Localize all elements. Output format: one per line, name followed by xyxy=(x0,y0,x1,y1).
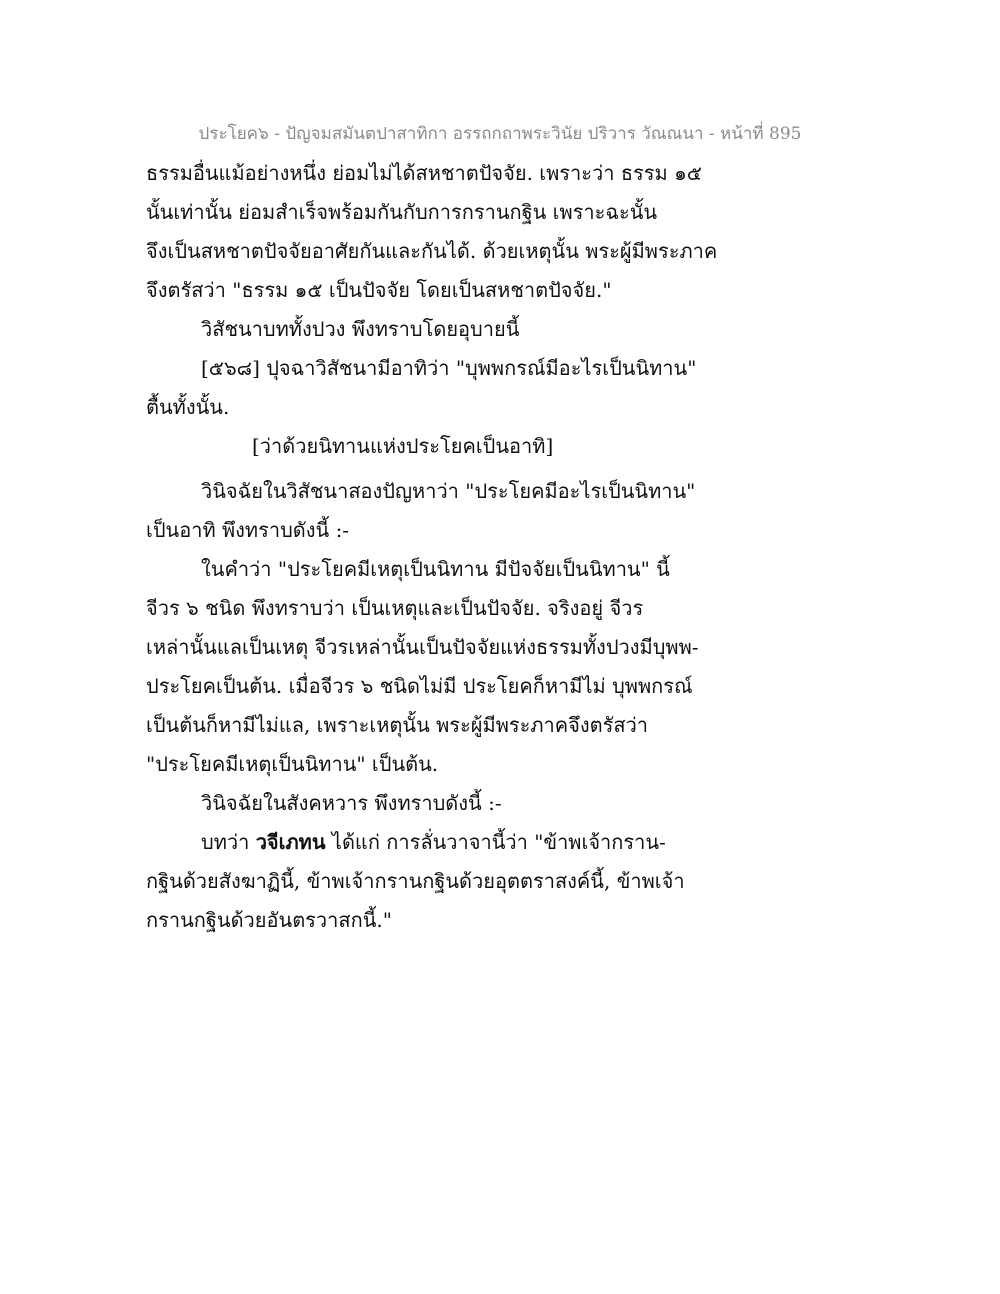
body-line: ประโยคเป็นต้น. เมื่อจีวร ๖ ชนิดไม่มี ประโยคก็หามีไม่ บุพพกรณ์ xyxy=(146,674,693,698)
section-heading: [ว่าด้วยนิทานแห่งประโยคเป็นอาทิ] xyxy=(252,434,554,458)
body-line: เป็นอาทิ พึงทราบดังนี้ :- xyxy=(146,518,350,542)
body-line: วิสัชนาบททั้งปวง พึงทราบโดยอุบายนี้ xyxy=(201,317,520,341)
body-line: จึงเป็นสหชาตปัจจัยอาศัยกันและกันได้. ด้วยเหตุนั้น พระผู้มีพระภาค xyxy=(146,239,718,263)
body-text: ได้แก่ การลั่นวาจานี้ว่า "ข้าพเจ้ากราน- xyxy=(325,830,666,854)
body-line: [๕๖๘] ปุจฉาวิสัชนามีอาทิว่า "บุพพกรณ์มีอะไรเป็นนิทาน" xyxy=(201,356,697,380)
body-text: บทว่า xyxy=(201,830,256,854)
body-line: วินิจฉัยในสังคหวาร พึงทราบดังนี้ :- xyxy=(201,791,502,815)
body-line: ตื้นทั้งนั้น. xyxy=(146,395,230,419)
body-line: เหล่านั้นแลเป็นเหตุ จีวรเหล่านั้นเป็นปัจจัยแห่งธรรมทั้งปวงมีบุพพ- xyxy=(146,635,699,659)
body-line: จึงตรัสว่า "ธรรม ๑๕ เป็นปัจจัย โดยเป็นสหชาตปัจจัย." xyxy=(146,278,612,302)
page-header: ประโยค๖ - ปัญจมสมันตปาสาทิกา อรรถกถาพระวินัย ปริวาร วัณณนา - หน้าที่ 895 xyxy=(198,124,802,144)
body-line xyxy=(201,827,666,857)
bold-term: วจีเภทน xyxy=(255,830,326,854)
body-line: กรานกฐินด้วยอันตรวาสกนี้." xyxy=(146,908,392,932)
body-line: กฐินด้วยสังฆาฏินี้, ข้าพเจ้ากรานกฐินด้วยอุตตราสงค์นี้, ข้าพเจ้า xyxy=(146,869,685,893)
body-line: วินิจฉัยในวิสัชนาสองปัญหาว่า "ประโยคมีอะไรเป็นนิทาน" xyxy=(201,479,696,503)
body-line: "ประโยคมีเหตุเป็นนิทาน" เป็นต้น. xyxy=(146,752,439,776)
body-line: ในคำว่า "ประโยคมีเหตุเป็นนิทาน มีปัจจัยเป็นนิทาน" นี้ xyxy=(201,557,670,581)
body-line: จีวร ๖ ชนิด พึงทราบว่า เป็นเหตุและเป็นปัจจัย. จริงอยู่ จีวร xyxy=(146,596,644,620)
body-line: เป็นต้นก็หามีไม่แล, เพราะเหตุนั้น พระผู้มีพระภาคจึงตรัสว่า xyxy=(146,713,649,737)
body-line: ธรรมอื่นแม้อย่างหนึ่ง ย่อมไม่ได้สหชาตปัจจัย. เพราะว่า ธรรม ๑๕ xyxy=(146,161,702,185)
body-line: นั้นเท่านั้น ย่อมสำเร็จพร้อมกันกับการกรานกฐิน เพราะฉะนั้น xyxy=(146,200,658,224)
